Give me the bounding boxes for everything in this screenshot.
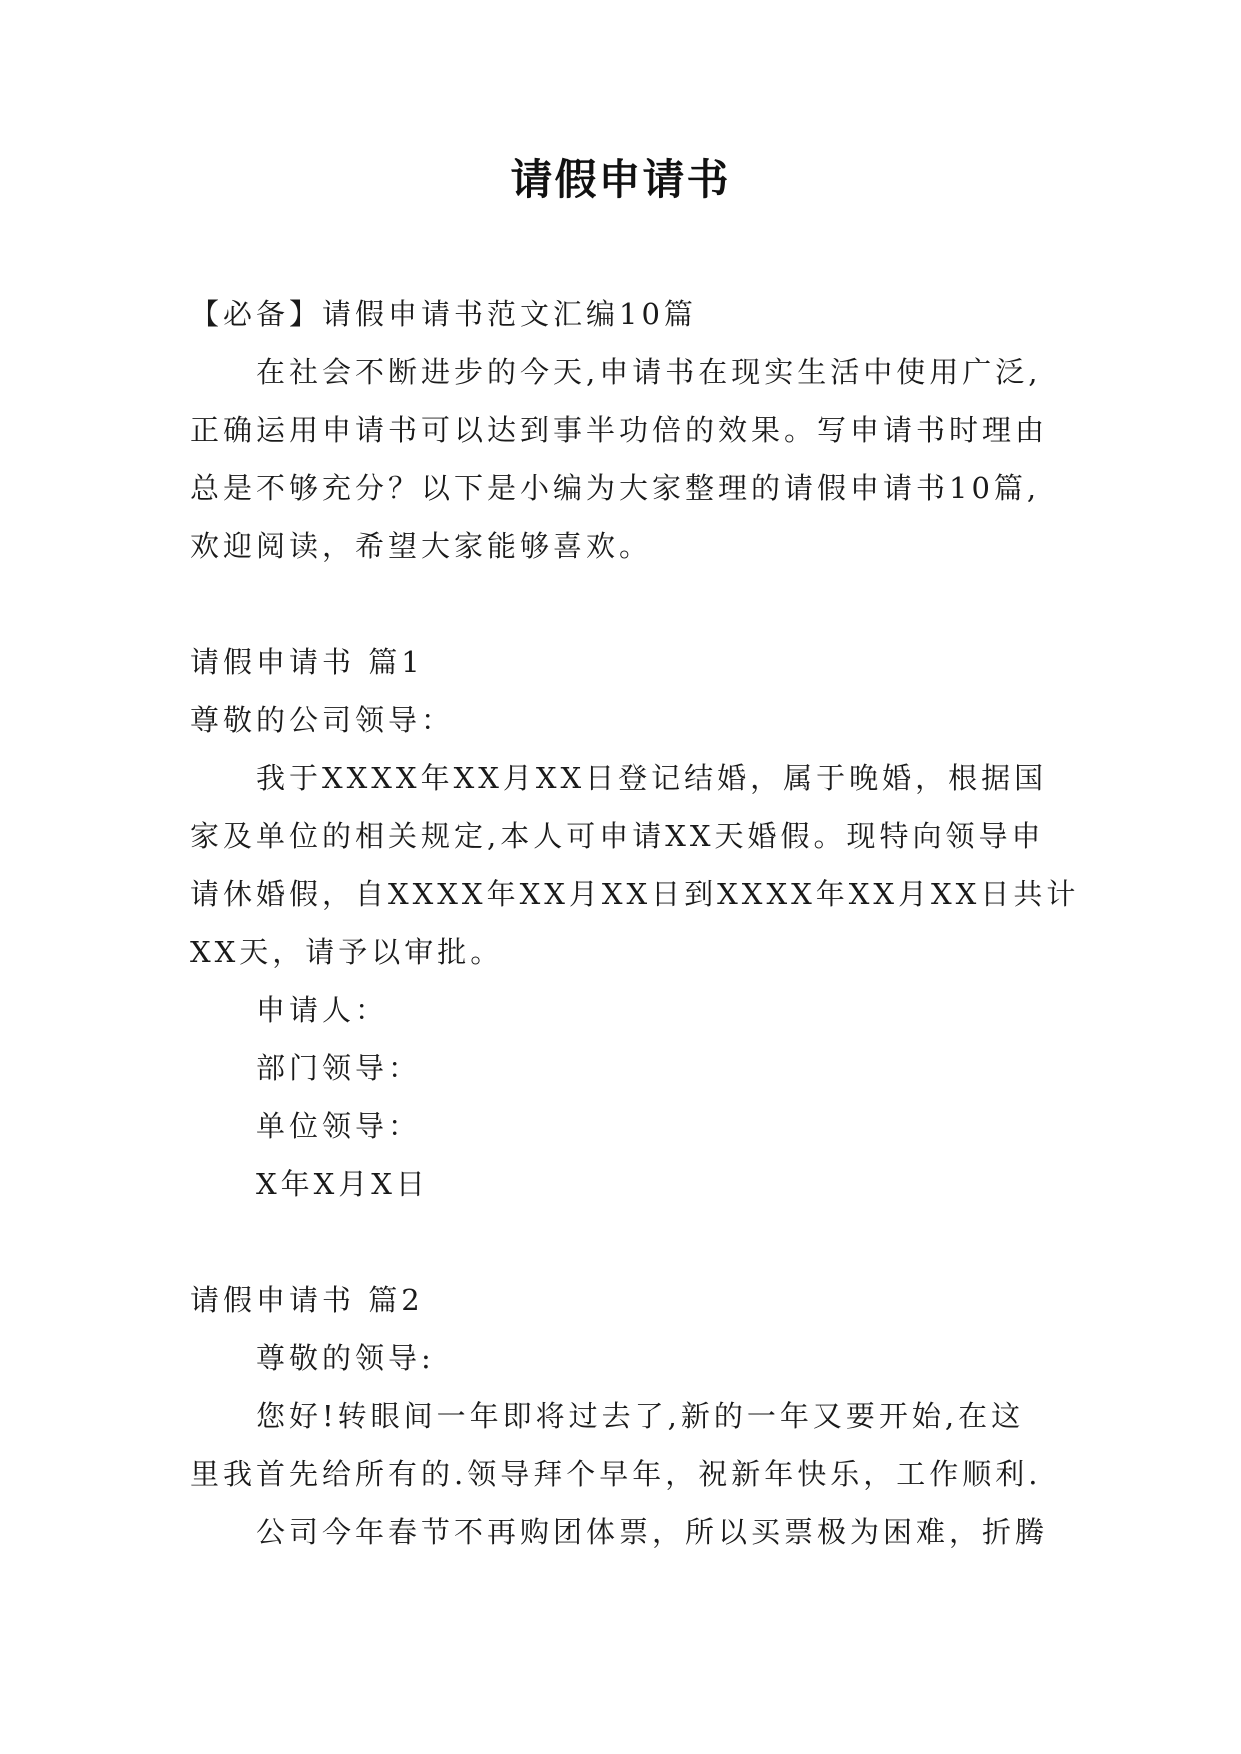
section1-unit-leader: 单位领导： [256,1109,422,1143]
intro-line-1: 在社会不断进步的今天,申请书在现实生活中使用广泛, [256,355,1042,389]
section2-line-2: 里我首先给所有的.领导拜个早年，祝新年快乐，工作顺利. [190,1457,1042,1491]
section1-salutation: 尊敬的公司领导： [190,703,455,737]
intro-line-3: 总是不够充分？以下是小编为大家整理的请假申请书10篇, [190,471,1041,505]
section2-line-3: 公司今年春节不再购团体票，所以买票极为困难，折腾 [256,1515,1049,1549]
section1-line-4: XX天，请予以审批。 [190,935,504,969]
section2-salutation: 尊敬的领导: [256,1341,435,1375]
document-title: 请假申请书 [510,155,731,204]
document-body [190,285,1080,1561]
section1-dept-leader: 部门领导： [256,1051,422,1085]
intro-line-2: 正确运用申请书可以达到事半功倍的效果。写申请书时理由 [190,413,1049,447]
section1-heading: 请假申请书 篇1 [190,645,424,679]
section1-line-1: 我于XXXX年XX月XX日登记结婚，属于晚婚，根据国 [256,761,1048,795]
section1-applicant: 申请人： [256,993,389,1027]
section1-line-2: 家及单位的相关规定,本人可申请XX天婚假。现特向领导申 [190,819,1045,853]
section1-line-3: 请休婚假，自XXXX年XX月XX日到XXXX年XX月XX日共计 [190,877,1080,911]
paragraph-gap [190,1213,1060,1271]
section1-date: X年X月X日 [256,1167,429,1201]
section2-line-1: 您好!转眼间一年即将过去了,新的一年又要开始,在这 [256,1399,1025,1433]
section2-heading: 请假申请书 篇2 [190,1283,424,1317]
intro-heading: 【必备】请假申请书范文汇编10篇 [190,297,697,331]
paragraph-gap [190,575,1060,633]
intro-line-4: 欢迎阅读，希望大家能够喜欢。 [190,529,653,563]
